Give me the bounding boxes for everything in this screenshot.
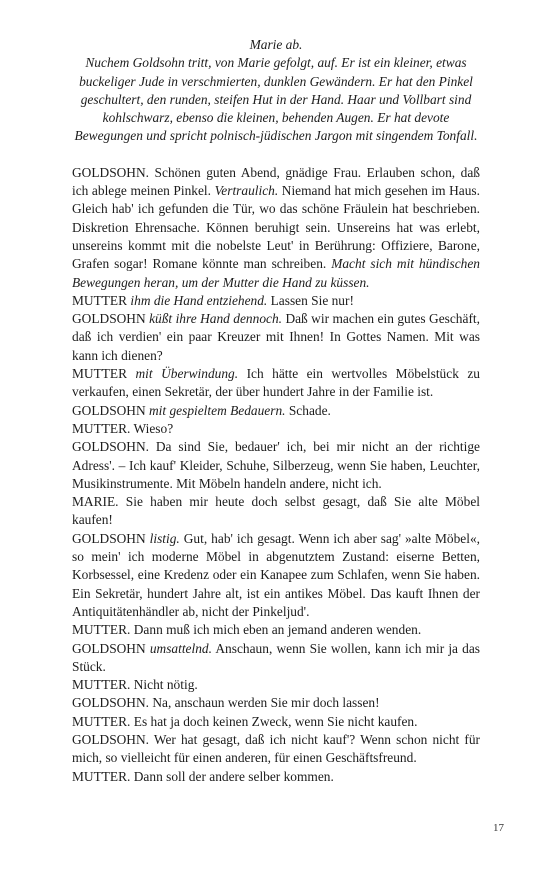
dialogue-line <box>72 493 480 530</box>
speech-text: Anschaun, wenn Sie wollen, kann ich mir ja das Stück. <box>72 640 480 674</box>
speaker-name: GOLDSOHN <box>72 530 146 546</box>
speech-text: Sie haben mir heute doch selbst gesagt, daß Sie alte Möbel kaufen! <box>72 494 480 528</box>
dialogue-line <box>72 530 480 621</box>
stage-direction: listig. <box>149 530 180 546</box>
dialogue-line <box>72 420 480 438</box>
speaker-name: MUTTER. <box>72 420 131 436</box>
speaker-name: MUTTER. <box>72 713 131 729</box>
speech-text: Lassen Sie nur! <box>270 292 354 308</box>
speaker-name: MUTTER. <box>72 768 131 784</box>
speaker-name: MUTTER <box>72 292 128 308</box>
stage-direction-exit: Marie ab. <box>249 37 303 52</box>
speech-text: Na, anschaun werden Sie mir doch lassen! <box>152 695 380 711</box>
speech-text: Wer hat gesagt, daß ich nicht kauf'? Wenn schon nicht für mich, so vielleicht für einen anderen, für einen Geschäftsfreund. <box>72 731 480 766</box>
page-body <box>72 36 480 786</box>
stage-direction-entrance: Nuchem Goldsohn tritt, von Marie gefolgt, auf. Er ist ein kleiner, etwas buckeliger Jude in verschmierten, dunklen Gewändern. Er hat den Pinkel geschultert, den runden, steifen Hut in der Hand. Haar und Vollbart sind kohlschwarz, ebenso die kleinen, behenden Augen. Er hat devote Bewegungen und spricht polnisch-jüdischen Jargon mit singendem Tonfall. <box>74 55 478 144</box>
speech-text: Nicht nötig. <box>133 677 198 693</box>
dialogue-line <box>72 768 480 786</box>
stage-direction: mit Überwindung. <box>135 366 239 382</box>
speech-text: Ich hätte ein wertvolles Möbelstück zu verkaufen, einen Sekretär, der über hundert Jahre in der Familie ist. <box>72 366 480 400</box>
stage-direction: ihm die Hand entziehend. <box>130 292 268 308</box>
speech-text: Schönen guten Abend, gnädige Frau. Erlauben schon, daß ich ablege meinen Pinkel. <box>72 164 480 199</box>
dialogue-line <box>72 292 480 310</box>
speaker-name: GOLDSOHN <box>72 402 146 418</box>
speech-text: Schade. <box>288 402 331 418</box>
page-number: 17 <box>493 822 504 834</box>
speaker-name: MUTTER. <box>72 677 131 693</box>
speaker-name: GOLDSOHN. <box>72 439 149 455</box>
speech-text: Wieso? <box>133 420 174 436</box>
speech-text: Gut, hab' ich gesagt. Wenn ich aber sag' »alte Möbel«, so mein' ich moderne Möbel in abgenutztem Zustand: eiserne Betten, Korbsessel, eine Kredenz oder ein Kanapee zum Schlafen, wenn Sie haben. Ein Sekretär, hundert Jahre alt, ist ein antikes Möbel. Das kauft Ihnen der Antiquitätenhändler ab, nicht der Pinkeljud'. <box>72 530 480 619</box>
dialogue-line <box>72 694 480 712</box>
dialogue-line <box>72 365 480 402</box>
dialogue-line <box>72 164 480 292</box>
dialogue-line <box>72 713 480 731</box>
speech-text: Es hat ja doch keinen Zweck, wenn Sie nicht kaufen. <box>133 713 418 729</box>
dialogue-line <box>72 676 480 694</box>
speaker-name: MUTTER. <box>72 622 131 638</box>
speaker-name: MARIE. <box>72 494 119 510</box>
speaker-name: GOLDSOHN <box>72 640 146 656</box>
speech-text: Niemand hat mich gesehen im Haus. Gleich hab' ich gefunden die Tür, wo das schöne Fräulein hat beschrieben. Diskretion Ehrensache. Können beruhigt sein. Unsereins hat was erlebt, unsereins kommt mit die nobelste Leut' in Berührung: Offiziere, Barone, Grafen sogar! Romane könnte man schreiben. <box>72 183 480 272</box>
speech-text: Daß wir machen ein gutes Geschäft, daß ich verdien' ein paar Kreuzer mit Ihnen! In Gottes Namen. Mit was kann ich dienen? <box>72 311 480 363</box>
stage-direction: küßt ihre Hand dennoch. <box>149 311 282 327</box>
dialogue-line <box>72 402 480 420</box>
speaker-name: GOLDSOHN. <box>72 731 149 747</box>
dialogue-line <box>72 310 480 365</box>
dialogue-block <box>72 164 480 786</box>
speech-text: Dann soll der andere selber kommen. <box>133 768 334 784</box>
speech-text: Dann muß ich mich eben an jemand anderen wenden. <box>133 622 422 638</box>
dialogue-line <box>72 438 480 493</box>
speaker-name: MUTTER <box>72 366 128 382</box>
dialogue-line <box>72 621 480 639</box>
speech-text: Da sind Sie, bedauer' ich, bei mir nicht an der richtige Adress'. – Ich kauf' Kleider, Schuhe, Silberzeug, wenn Sie haben, Leuchter, Musikinstrumente. Mit Möbeln handeln andere, nicht ich. <box>72 439 480 491</box>
stage-direction: mit gespieltem Bedauern. <box>149 402 286 418</box>
dialogue-line <box>72 640 480 677</box>
speaker-name: GOLDSOHN. <box>72 164 149 180</box>
speaker-name: GOLDSOHN. <box>72 695 149 711</box>
stage-direction: umsattelnd. <box>149 640 212 656</box>
stage-direction: Vertraulich. <box>214 183 279 199</box>
dialogue-line <box>72 731 480 768</box>
speaker-name: GOLDSOHN <box>72 311 146 327</box>
stage-direction: Macht sich mit hündischen Bewegungen heran, um der Mutter die Hand zu küssen. <box>72 256 480 290</box>
